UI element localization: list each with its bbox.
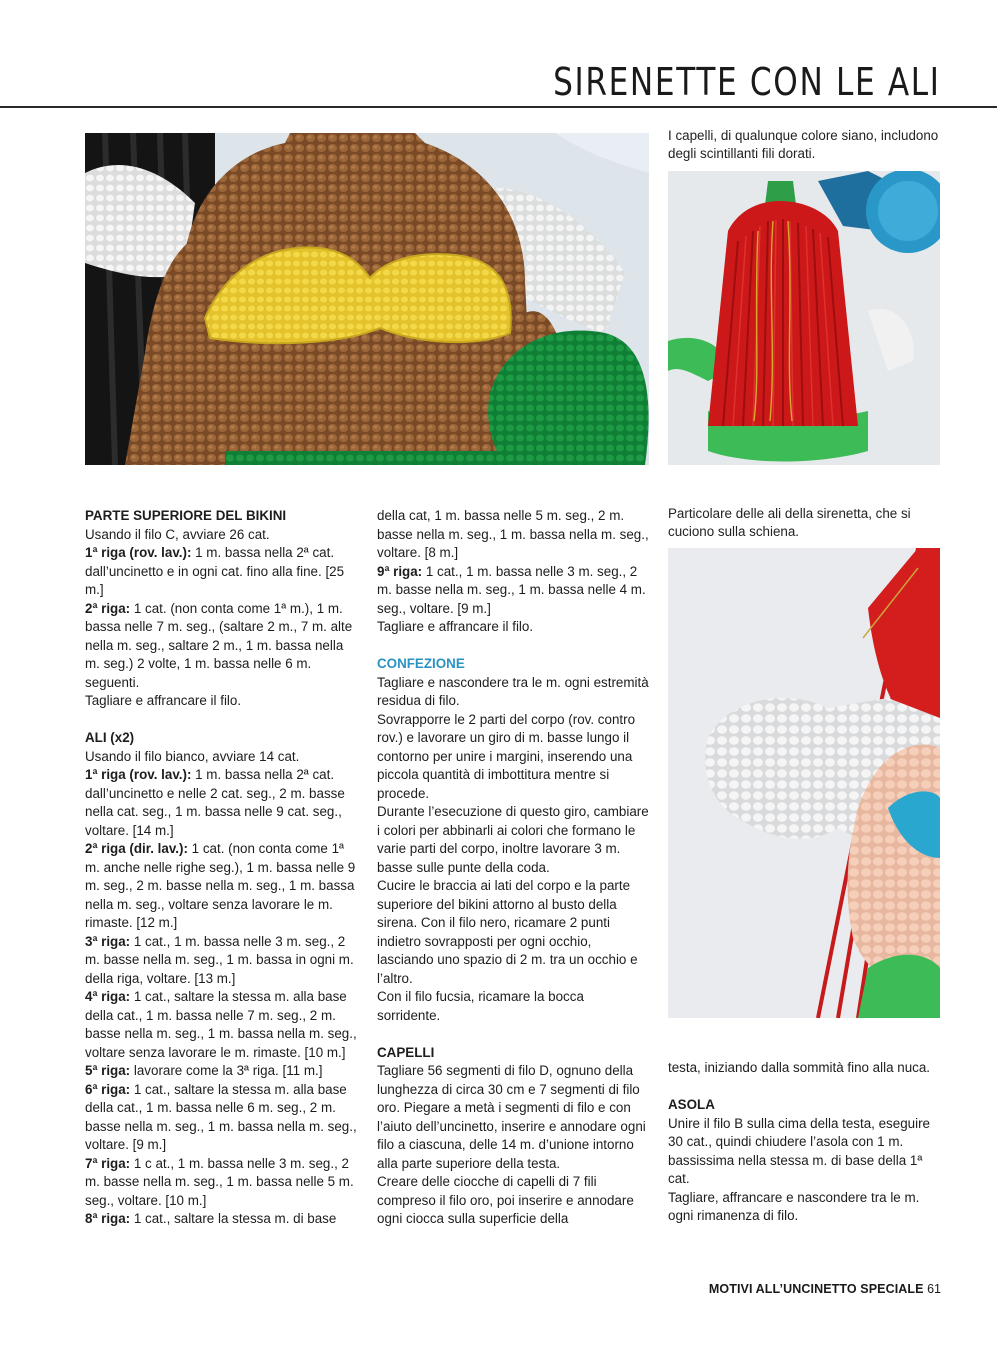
crochet-mermaid-body-photo — [85, 133, 649, 465]
wings-end: Tagliare e affrancare il filo. — [377, 619, 534, 634]
bikini-row-2: 2ª riga: 1 cat. (non conta come 1ª m.), 1 m. bassa nelle 7 m. seg., (saltare 2 m., 7 m. alte nella m. seg., saltare 2 m., 1 m. bassa nella m. seg.) 2 volte, 1 m. bassa nelle 6 m. seguenti. — [85, 600, 353, 690]
wings-row-7: 7ª riga: 1 c at., 1 m. bassa nelle 3 m. seg., 2 m. basse nella m. seg., 1 m. bassa nelle 5 m. seg., voltare. [10 m.] — [85, 1155, 354, 1208]
section-heading-loop: ASOLA — [668, 1097, 715, 1112]
assembly-paragraph-4: Cucire le braccia ai lati del corpo e la parte superiore del bikini attorno al busto della sirena. Con il filo nero, ricamare 2 punti indietro sovrapposti per ogni occhio, lasciando uno spazio di 2 m. tra un occhio e l’altro. — [377, 878, 638, 986]
instructions-column-1 — [85, 507, 357, 1229]
assembly-paragraph-3: Durante l’esecuzione di questo giro, cambiare i colori per abbinarli ai colori che formano le varie parti del corpo, inoltre lavorare 3 m. basse sulle punte della coda. — [377, 804, 649, 875]
page-title: SIRENETTE CON LE ALI — [553, 60, 941, 104]
section-heading-wings: ALI (x2) — [85, 730, 135, 745]
assembly-paragraph-5: Con il filo fucsia, ricamare la bocca sorridente. — [377, 989, 584, 1023]
hair-paragraph-2-continued: testa, iniziando dalla sommità fino alla nuca. — [668, 1060, 931, 1075]
wings-row-8-continued: della cat, 1 m. bassa nelle 5 m. seg., 2 m. basse nella m. seg., 1 m. bassa nella m. seg., voltare. [8 m.] — [377, 508, 649, 560]
wings-row-4: 4ª riga: 1 cat., saltare la stessa m. alla base della cat., 1 m. bassa nelle 7 m. seg., 2 m. basse nella m. seg., 1 m. bassa nella m. seg., voltare senza lavorare le m. rimaste. [10 m.] — [85, 989, 357, 1060]
instructions-column-3 — [668, 1059, 940, 1226]
assembly-paragraph-1: Tagliare e nascondere tra le m. ogni estremità residua di filo. — [377, 674, 649, 708]
hair-paragraph-2: Creare delle ciocche di capelli di 7 fili compreso il filo oro, poi inserire e annodare ogni ciocca sulla superficie della — [377, 1174, 634, 1226]
section-heading-assembly: CONFEZIONE — [377, 656, 465, 671]
wings-row-2: 2ª riga (dir. lav.): 1 cat. (non conta come 1ª m. anche nelle righe seg.), 1 m. bassa nelle 9 m. seg., 2 m. basse nella m. seg., 1 m. bassa nella m. seg., voltare senza lavorare le m. rimaste. [12 m.] — [85, 841, 356, 930]
wings-row-8: 8ª riga: 1 cat., saltare la stessa m. di base — [85, 1211, 337, 1226]
wings-row-1: 1ª riga (rov. lav.): 1 m. bassa nella 2ª cat. dall’uncinetto e nelle 2 cat. seg., 2 m. basse nella cat. seg., 1 m. bassa nelle 9 cat. seg., voltare. [14 m.] — [85, 767, 345, 838]
hair-photo-caption: I capelli, di qualunque colore siano, includono degli scintillanti fili dorati. — [668, 128, 939, 162]
wings-row-6: 6ª riga: 1 cat., saltare la stessa m. alla base della cat., 1 m. bassa nelle 6 m. seg., 2 m. basse nella m. seg., 1 m. bassa nella m. seg., voltare. [9 m.] — [85, 1081, 357, 1152]
page-number: 61 — [927, 1282, 941, 1296]
header-rule — [0, 106, 997, 108]
bikini-end: Tagliare e affrancare il filo. — [85, 693, 242, 708]
assembly-paragraph-2: Sovrapporre le 2 parti del corpo (rov. contro rov.) e lavorare un giro di m. basse lungo il contorno per unire i margini, inserendo una piccola quantità di imbottitura mentre si procede. — [377, 711, 636, 801]
wings-row-5: 5ª riga: lavorare come la 3ª riga. [11 m.] — [85, 1063, 323, 1078]
section-heading-bikini: PARTE SUPERIORE DEL BIKINI — [85, 508, 287, 523]
wings-row-9: 9ª riga: 1 cat., 1 m. bassa nelle 3 m. seg., 2 m. basse nella m. seg., 1 m. bassa nelle 4 m. seg., voltare. [9 m.] — [377, 563, 646, 616]
loop-paragraph-1: Unire il filo B sulla cima della testa, eseguire 30 cat., quindi chiudere l’asola con 1 m. bassissima nella stessa m. di base della 1ª cat. — [668, 1115, 930, 1186]
wings-row-3: 3ª riga: 1 cat., 1 m. bassa nelle 3 m. seg., 2 m. basse nella m. seg., 1 m. bassa in ogni m. della riga, voltare. [13 m.] — [85, 933, 354, 986]
page-footer — [709, 1281, 941, 1297]
wings-intro: Usando il filo bianco, avviare 14 cat. — [85, 748, 300, 764]
crochet-mermaid-hair-photo — [668, 171, 940, 465]
hair-paragraph-1: Tagliare 56 segmenti di filo D, ognuno della lunghezza di circa 30 cm e 7 segmenti di filo oro. Piegare a metà i segmenti di filo e con l’aiuto dell’uncinetto, inserire e annodare ogni filo a ciascuna, delle 14 m. d’unione intorno alla parte superiore della testa. — [377, 1063, 646, 1171]
loop-paragraph-2: Tagliare, affrancare e nascondere tra le m. ogni rimanenza di filo. — [668, 1189, 920, 1223]
crochet-mermaid-wings-photo — [668, 548, 940, 1018]
bikini-intro: Usando il filo C, avviare 26 cat. — [85, 526, 270, 542]
section-heading-hair: CAPELLI — [377, 1044, 435, 1060]
wings-photo-caption: Particolare delle ali della sirenetta, che si cuciono sulla schiena. — [668, 506, 911, 540]
instructions-column-2 — [377, 507, 649, 1229]
bikini-row-1: 1ª riga (rov. lav.): 1 m. bassa nella 2ª cat. dall’uncinetto e in ogni cat. fino alla fine. [25 m.] — [85, 545, 345, 597]
magazine-name: MOTIVI ALL’UNCINETTO SPECIALE — [708, 1282, 924, 1296]
